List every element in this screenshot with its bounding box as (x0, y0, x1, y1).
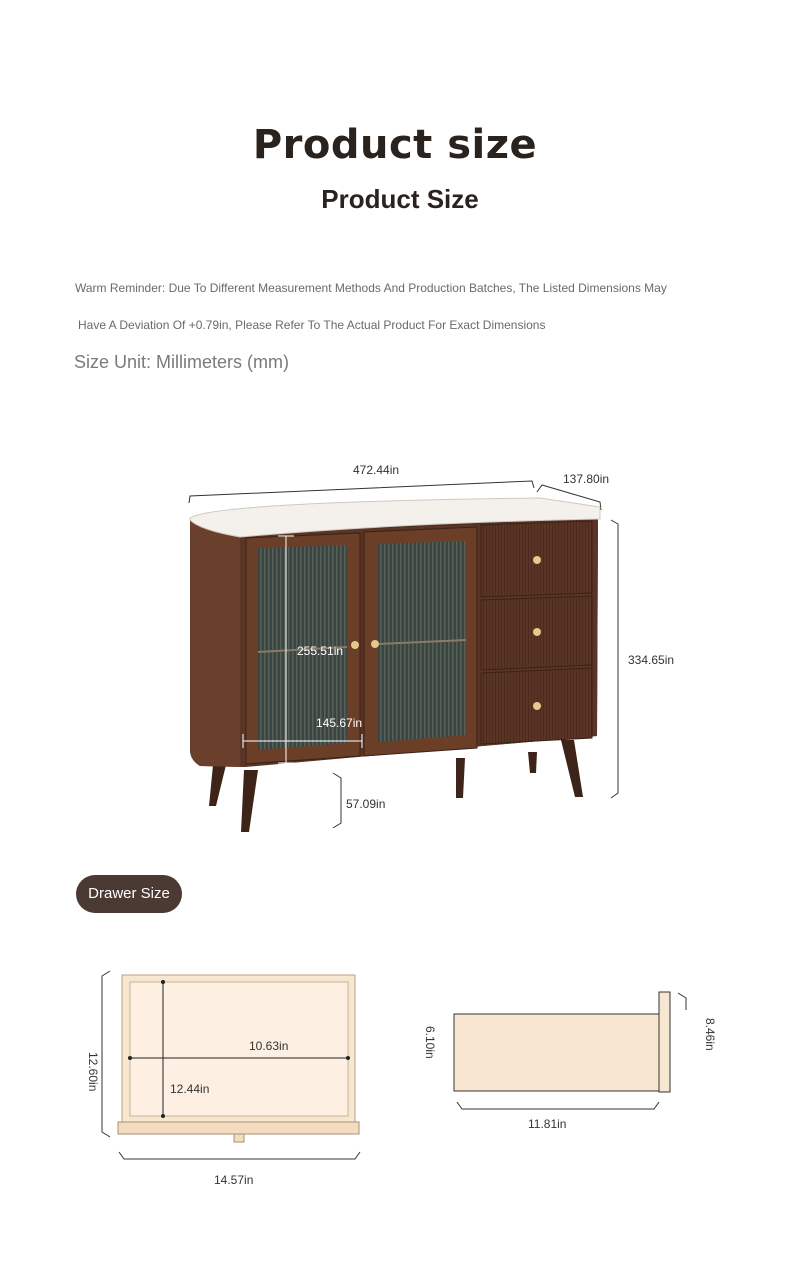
reminder-line-2: Have A Deviation Of +0.79in, Please Refer To The Actual Product For Exact Dimensions (78, 318, 546, 332)
reminder-line-1: Warm Reminder: Due To Different Measurement Methods And Production Batches, The Listed Dimensions May (75, 281, 667, 295)
dim-cabinet-height: 334.65in (628, 653, 675, 667)
dim-leg-height: 57.09in (346, 797, 386, 811)
size-unit: Size Unit: Millimeters (mm) (74, 352, 290, 372)
page-subtitle: Product Size (321, 184, 479, 214)
dim-drawer-side-length: 11.81in (528, 1117, 567, 1131)
dim-door-width: 145.67in (316, 716, 363, 730)
dim-drawer-outer-width: 14.57in (214, 1173, 254, 1187)
dim-drawer-side-height: 6.10in (423, 1026, 437, 1059)
dim-drawer-front-height: 8.46in (703, 1018, 717, 1051)
dim-drawer-inner-depth: 12.44in (170, 1082, 210, 1096)
page-title: Product size (252, 122, 538, 168)
dim-cabinet-depth: 137.80in (563, 472, 610, 486)
dim-cabinet-width: 472.44in (353, 463, 400, 477)
dim-door-height: 255.51in (297, 644, 344, 658)
drawer-size-label: Drawer Size (76, 875, 182, 913)
dim-drawer-outer-depth: 12.60in (86, 1052, 100, 1092)
dim-drawer-inner-width: 10.63in (249, 1039, 289, 1053)
